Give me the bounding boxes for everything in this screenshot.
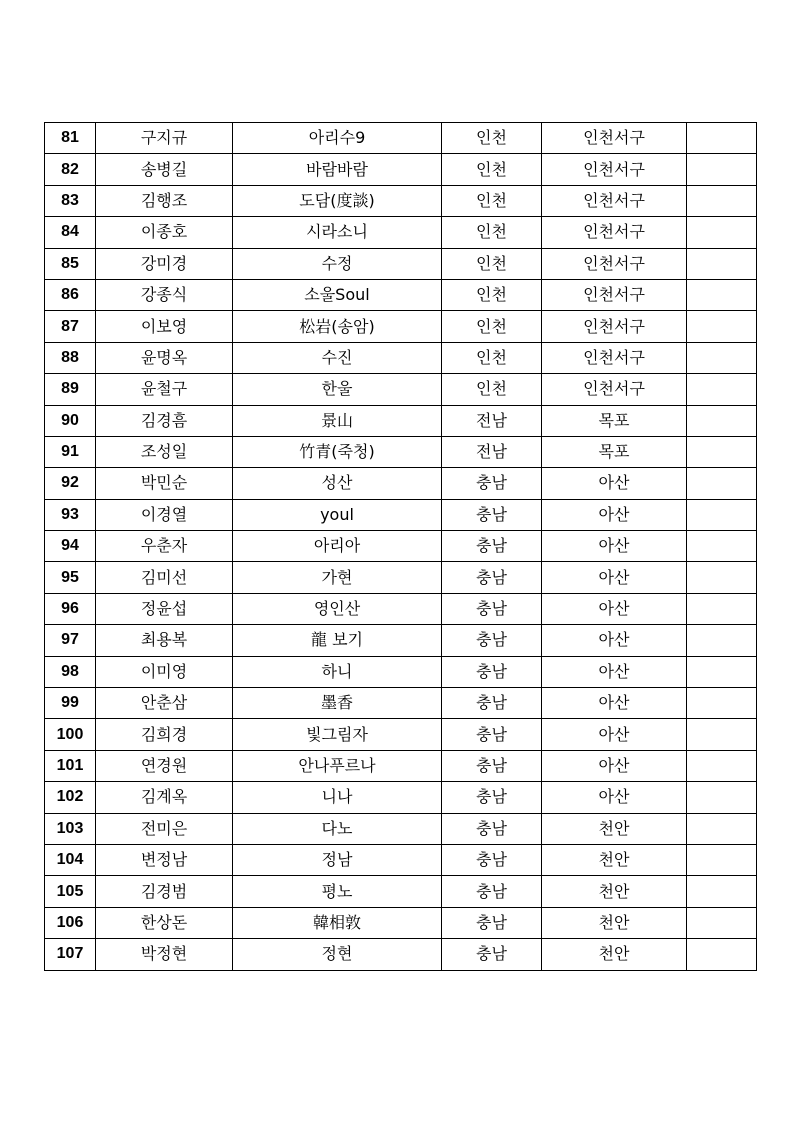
pen-name-cell: 바람바람 [233,154,442,185]
table-row [45,939,757,970]
pen-name-cell: youl [233,499,442,530]
row-number-cell: 106 [45,907,96,938]
note-cell [687,468,757,499]
row-number-cell: 105 [45,876,96,907]
member-table [44,122,757,971]
note-cell [687,688,757,719]
name-cell: 이경열 [96,499,233,530]
name-cell: 박정현 [96,939,233,970]
name-cell: 전미은 [96,813,233,844]
table-row [45,656,757,687]
row-number-cell: 93 [45,499,96,530]
note-cell [687,248,757,279]
city-cell: 아산 [542,656,687,687]
pen-name-cell: 가현 [233,562,442,593]
name-cell: 구지규 [96,123,233,154]
region-cell: 충남 [442,750,542,781]
note-cell [687,562,757,593]
region-cell: 충남 [442,499,542,530]
note-cell [687,531,757,562]
pen-name-cell: 竹青(죽청) [233,436,442,467]
table-row [45,531,757,562]
row-number-cell: 84 [45,217,96,248]
name-cell: 이미영 [96,656,233,687]
name-cell: 이종호 [96,217,233,248]
pen-name-cell: 다노 [233,813,442,844]
table-row [45,342,757,373]
pen-name-cell: 龍 보기 [233,625,442,656]
pen-name-cell: 정현 [233,939,442,970]
pen-name-cell: 아리아 [233,531,442,562]
pen-name-cell: 아리수9 [233,123,442,154]
region-cell: 전남 [442,405,542,436]
note-cell [687,813,757,844]
table-row [45,499,757,530]
note-cell [687,185,757,216]
note-cell [687,436,757,467]
table-row [45,876,757,907]
note-cell [687,374,757,405]
name-cell: 강종식 [96,279,233,310]
name-cell: 조성일 [96,436,233,467]
name-cell: 이보영 [96,311,233,342]
row-number-cell: 92 [45,468,96,499]
name-cell: 강미경 [96,248,233,279]
region-cell: 충남 [442,939,542,970]
pen-name-cell: 하니 [233,656,442,687]
pen-name-cell: 영인산 [233,593,442,624]
table-row [45,279,757,310]
row-number-cell: 99 [45,688,96,719]
region-cell: 인천 [442,154,542,185]
name-cell: 김행조 [96,185,233,216]
name-cell: 한상돈 [96,907,233,938]
region-cell: 인천 [442,342,542,373]
table-row [45,688,757,719]
table-row [45,405,757,436]
region-cell: 충남 [442,813,542,844]
row-number-cell: 88 [45,342,96,373]
region-cell: 충남 [442,562,542,593]
pen-name-cell: 景山 [233,405,442,436]
table-row [45,782,757,813]
name-cell: 윤명옥 [96,342,233,373]
city-cell: 천안 [542,939,687,970]
region-cell: 충남 [442,625,542,656]
table-row [45,248,757,279]
city-cell: 인천서구 [542,123,687,154]
row-number-cell: 103 [45,813,96,844]
row-number-cell: 102 [45,782,96,813]
name-cell: 송병길 [96,154,233,185]
region-cell: 충남 [442,531,542,562]
city-cell: 아산 [542,593,687,624]
row-number-cell: 96 [45,593,96,624]
table-row [45,844,757,875]
region-cell: 충남 [442,593,542,624]
note-cell [687,499,757,530]
note-cell [687,907,757,938]
city-cell: 인천서구 [542,374,687,405]
note-cell [687,876,757,907]
city-cell: 천안 [542,907,687,938]
row-number-cell: 82 [45,154,96,185]
name-cell: 김계옥 [96,782,233,813]
city-cell: 아산 [542,562,687,593]
city-cell: 천안 [542,813,687,844]
name-cell: 최용복 [96,625,233,656]
note-cell [687,123,757,154]
region-cell: 전남 [442,436,542,467]
city-cell: 인천서구 [542,279,687,310]
row-number-cell: 91 [45,436,96,467]
table-row [45,436,757,467]
row-number-cell: 100 [45,719,96,750]
note-cell [687,844,757,875]
city-cell: 인천서구 [542,217,687,248]
city-cell: 인천서구 [542,185,687,216]
region-cell: 충남 [442,688,542,719]
table-row [45,719,757,750]
row-number-cell: 90 [45,405,96,436]
city-cell: 목포 [542,436,687,467]
city-cell: 인천서구 [542,311,687,342]
city-cell: 아산 [542,625,687,656]
row-number-cell: 98 [45,656,96,687]
note-cell [687,593,757,624]
region-cell: 충남 [442,876,542,907]
pen-name-cell: 성산 [233,468,442,499]
note-cell [687,342,757,373]
row-number-cell: 86 [45,279,96,310]
city-cell: 천안 [542,844,687,875]
pen-name-cell: 소울Soul [233,279,442,310]
note-cell [687,311,757,342]
pen-name-cell: 평노 [233,876,442,907]
name-cell: 김미선 [96,562,233,593]
city-cell: 인천서구 [542,342,687,373]
name-cell: 김경흠 [96,405,233,436]
row-number-cell: 85 [45,248,96,279]
pen-name-cell: 안나푸르나 [233,750,442,781]
region-cell: 충남 [442,782,542,813]
pen-name-cell: 수정 [233,248,442,279]
region-cell: 충남 [442,468,542,499]
table-row [45,562,757,593]
pen-name-cell: 墨香 [233,688,442,719]
city-cell: 아산 [542,750,687,781]
pen-name-cell: 松岩(송암) [233,311,442,342]
pen-name-cell: 정남 [233,844,442,875]
row-number-cell: 81 [45,123,96,154]
city-cell: 목포 [542,405,687,436]
region-cell: 인천 [442,217,542,248]
pen-name-cell: 韓相敦 [233,907,442,938]
member-table-body [45,123,757,971]
region-cell: 충남 [442,907,542,938]
table-row [45,154,757,185]
pen-name-cell: 니나 [233,782,442,813]
city-cell: 아산 [542,531,687,562]
note-cell [687,154,757,185]
table-row [45,185,757,216]
note-cell [687,405,757,436]
note-cell [687,939,757,970]
row-number-cell: 97 [45,625,96,656]
region-cell: 인천 [442,185,542,216]
pen-name-cell: 빛그림자 [233,719,442,750]
region-cell: 충남 [442,844,542,875]
city-cell: 아산 [542,688,687,719]
table-row [45,374,757,405]
city-cell: 아산 [542,719,687,750]
name-cell: 변정남 [96,844,233,875]
city-cell: 인천서구 [542,248,687,279]
table-row [45,593,757,624]
city-cell: 아산 [542,782,687,813]
table-row [45,907,757,938]
note-cell [687,625,757,656]
row-number-cell: 87 [45,311,96,342]
name-cell: 윤철구 [96,374,233,405]
pen-name-cell: 한울 [233,374,442,405]
city-cell: 아산 [542,468,687,499]
pen-name-cell: 수진 [233,342,442,373]
region-cell: 충남 [442,719,542,750]
pen-name-cell: 시라소니 [233,217,442,248]
name-cell: 김희경 [96,719,233,750]
city-cell: 천안 [542,876,687,907]
region-cell: 인천 [442,279,542,310]
region-cell: 인천 [442,374,542,405]
pen-name-cell: 도담(度談) [233,185,442,216]
table-row [45,813,757,844]
note-cell [687,279,757,310]
row-number-cell: 101 [45,750,96,781]
name-cell: 안춘삼 [96,688,233,719]
table-row [45,625,757,656]
row-number-cell: 95 [45,562,96,593]
name-cell: 정윤섭 [96,593,233,624]
table-row [45,750,757,781]
row-number-cell: 104 [45,844,96,875]
note-cell [687,719,757,750]
region-cell: 인천 [442,248,542,279]
table-row [45,217,757,248]
region-cell: 인천 [442,311,542,342]
name-cell: 연경원 [96,750,233,781]
city-cell: 인천서구 [542,154,687,185]
row-number-cell: 83 [45,185,96,216]
row-number-cell: 94 [45,531,96,562]
note-cell [687,750,757,781]
name-cell: 우춘자 [96,531,233,562]
name-cell: 박민순 [96,468,233,499]
note-cell [687,782,757,813]
region-cell: 충남 [442,656,542,687]
name-cell: 김경범 [96,876,233,907]
note-cell [687,656,757,687]
table-row [45,311,757,342]
city-cell: 아산 [542,499,687,530]
note-cell [687,217,757,248]
table-row [45,468,757,499]
region-cell: 인천 [442,123,542,154]
row-number-cell: 107 [45,939,96,970]
table-row [45,123,757,154]
row-number-cell: 89 [45,374,96,405]
